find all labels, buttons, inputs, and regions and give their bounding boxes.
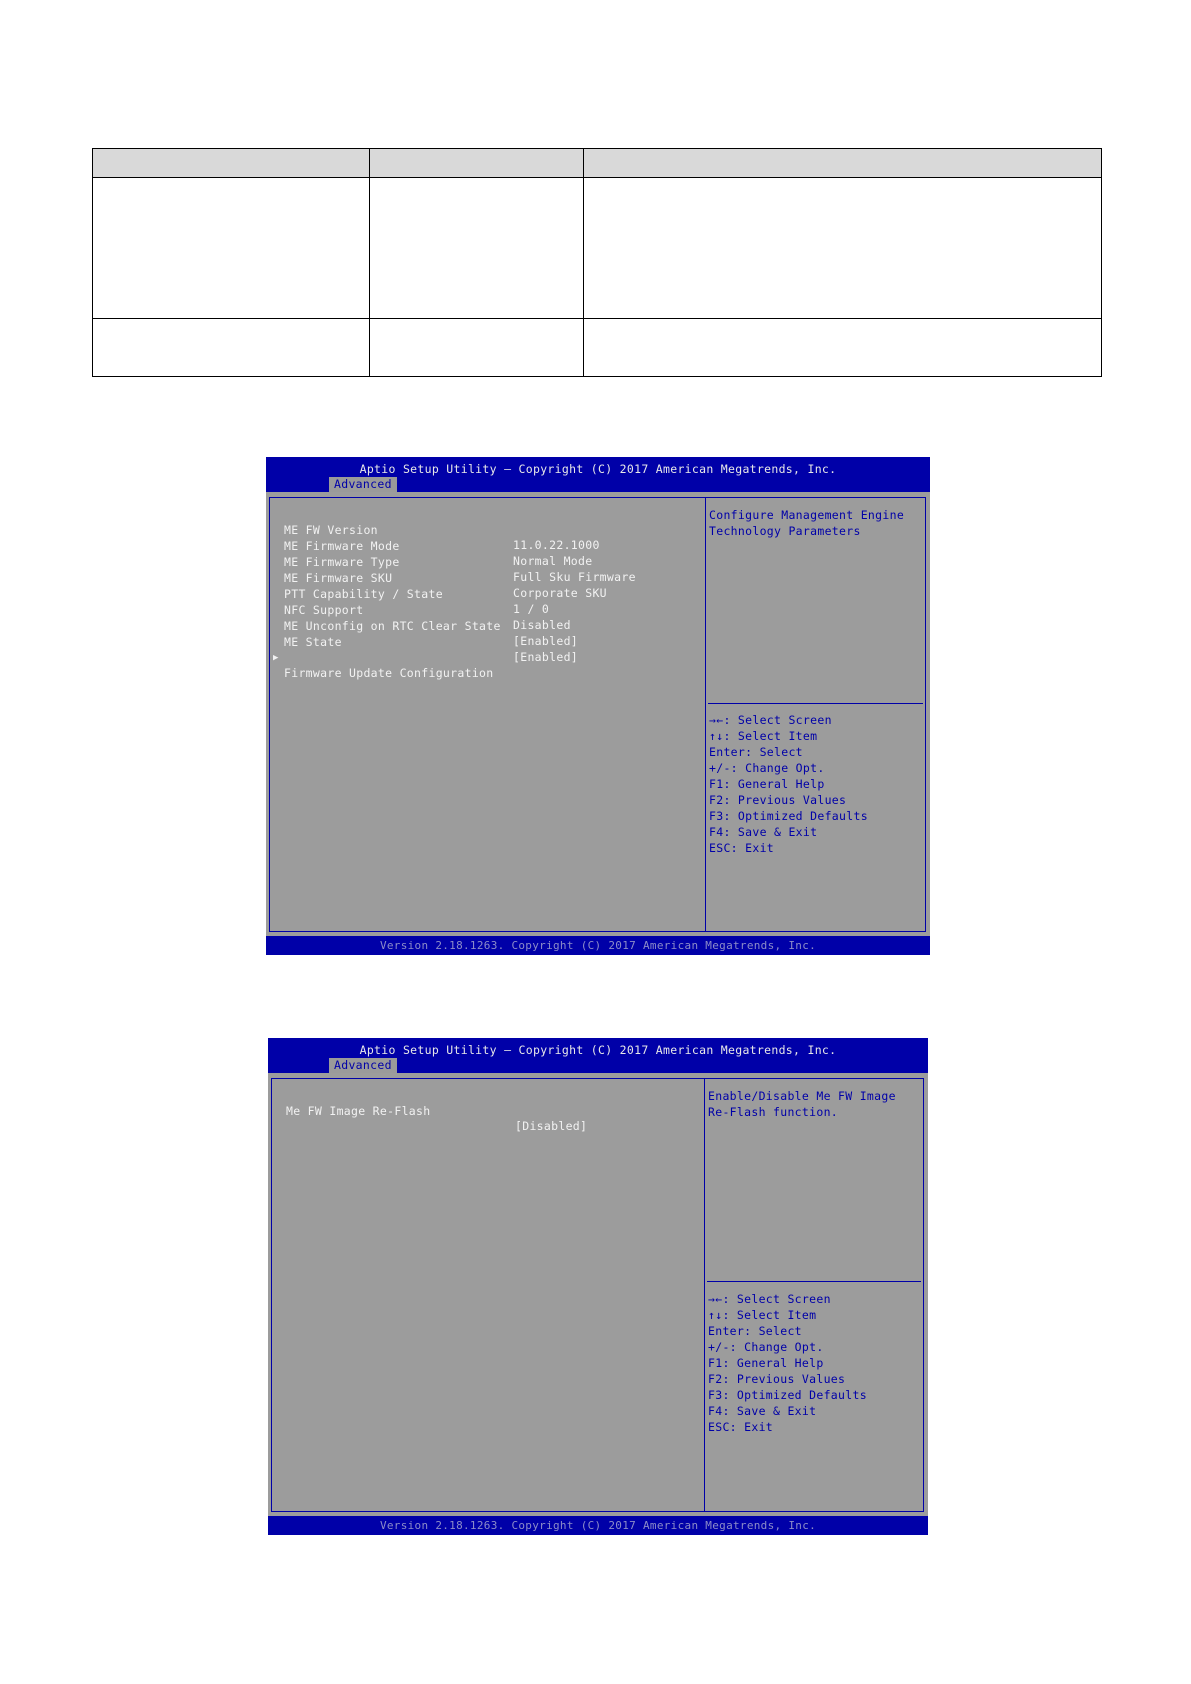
key-hint: ↑↓: Select Item xyxy=(708,1308,817,1322)
doc-table xyxy=(92,148,1102,377)
key-hint: F2: Previous Values xyxy=(709,793,847,807)
key-hint: →←: Select Screen xyxy=(708,1292,831,1306)
setting-label: ME FW Version xyxy=(284,523,378,537)
help-text: Re-Flash function. xyxy=(708,1105,839,1119)
bios-title: Aptio Setup Utility – Copyright (C) 2017 American Megatrends, Inc. xyxy=(359,462,837,476)
key-hint: F2: Previous Values xyxy=(708,1372,846,1386)
key-hint: +/-: Change Opt. xyxy=(708,1340,824,1354)
table-cell xyxy=(93,319,370,377)
bios-footer: Version 2.18.1263. Copyright (C) 2017 American Megatrends, Inc. xyxy=(379,1519,817,1532)
key-hint: +/-: Change Opt. xyxy=(709,761,825,775)
setting-label: Me FW Image Re-Flash xyxy=(286,1104,431,1118)
setting-value: 11.0.22.1000 xyxy=(513,538,600,552)
submenu-arrow-icon: ▶ xyxy=(273,653,279,663)
help-text: Technology Parameters xyxy=(709,524,861,538)
help-divider xyxy=(708,703,923,704)
setting-option-value[interactable]: [Enabled] xyxy=(513,650,579,664)
setting-value: Corporate SKU xyxy=(513,586,607,600)
key-hint: ↑↓: Select Item xyxy=(709,729,818,743)
bios-body xyxy=(268,1073,928,1516)
key-hint: F4: Save & Exit xyxy=(708,1404,817,1418)
setting-value: Disabled xyxy=(513,618,571,632)
bios-title: Aptio Setup Utility – Copyright (C) 2017 American Megatrends, Inc. xyxy=(359,1043,837,1057)
settings-panel xyxy=(271,1078,705,1512)
key-hint: F1: General Help xyxy=(708,1356,824,1370)
setting-value: Full Sku Firmware xyxy=(513,570,636,584)
table-cell xyxy=(370,319,584,377)
settings-panel xyxy=(269,497,706,932)
setting-label: NFC Support xyxy=(284,603,364,617)
table-cell xyxy=(584,178,1102,319)
setting-value: Normal Mode xyxy=(513,554,593,568)
bios-screen-me-configuration xyxy=(266,457,930,955)
table-header-cell xyxy=(584,149,1102,178)
key-hint: F1: General Help xyxy=(709,777,825,791)
table-cell xyxy=(370,178,584,319)
help-divider xyxy=(707,1281,921,1282)
key-hint: ESC: Exit xyxy=(709,841,775,855)
key-hint: F4: Save & Exit xyxy=(709,825,818,839)
setting-value: 1 / 0 xyxy=(513,602,550,616)
tab-advanced[interactable]: Advanced xyxy=(329,477,397,492)
key-hint: F3: Optimized Defaults xyxy=(709,809,868,823)
help-panel xyxy=(705,497,926,932)
setting-option-value[interactable]: [Enabled] xyxy=(513,634,579,648)
setting-label: ME Firmware Type xyxy=(284,555,400,569)
setting-label: ME State xyxy=(284,635,342,649)
key-hint: F3: Optimized Defaults xyxy=(708,1388,867,1402)
setting-row-me-state[interactable] xyxy=(270,620,706,664)
table-row xyxy=(93,178,1102,319)
setting-row-me-fw-reflash[interactable] xyxy=(272,1089,705,1133)
setting-label: ME Firmware Mode xyxy=(284,539,400,553)
key-hint: ESC: Exit xyxy=(708,1420,774,1434)
table-header-cell xyxy=(93,149,370,178)
tab-advanced[interactable]: Advanced xyxy=(329,1058,397,1073)
help-text: Configure Management Engine xyxy=(709,508,905,522)
submenu-label: Firmware Update Configuration xyxy=(284,666,494,680)
bios-body xyxy=(266,492,930,936)
table-cell xyxy=(93,178,370,319)
key-hint: Enter: Select xyxy=(709,745,803,759)
table-row xyxy=(93,319,1102,377)
table-header-cell xyxy=(370,149,584,178)
key-hint: →←: Select Screen xyxy=(709,713,832,727)
setting-option-value[interactable]: [Disabled] xyxy=(515,1119,588,1133)
bios-footer: Version 2.18.1263. Copyright (C) 2017 American Megatrends, Inc. xyxy=(379,939,817,952)
setting-label: ME Unconfig on RTC Clear State xyxy=(284,619,501,633)
bios-screen-firmware-update xyxy=(268,1038,928,1535)
table-header-row xyxy=(93,149,1102,178)
help-panel xyxy=(704,1078,924,1512)
setting-label: PTT Capability / State xyxy=(284,587,443,601)
setting-label: ME Firmware SKU xyxy=(284,571,393,585)
table-cell xyxy=(584,319,1102,377)
key-hint: Enter: Select xyxy=(708,1324,802,1338)
help-text: Enable/Disable Me FW Image xyxy=(708,1089,896,1103)
